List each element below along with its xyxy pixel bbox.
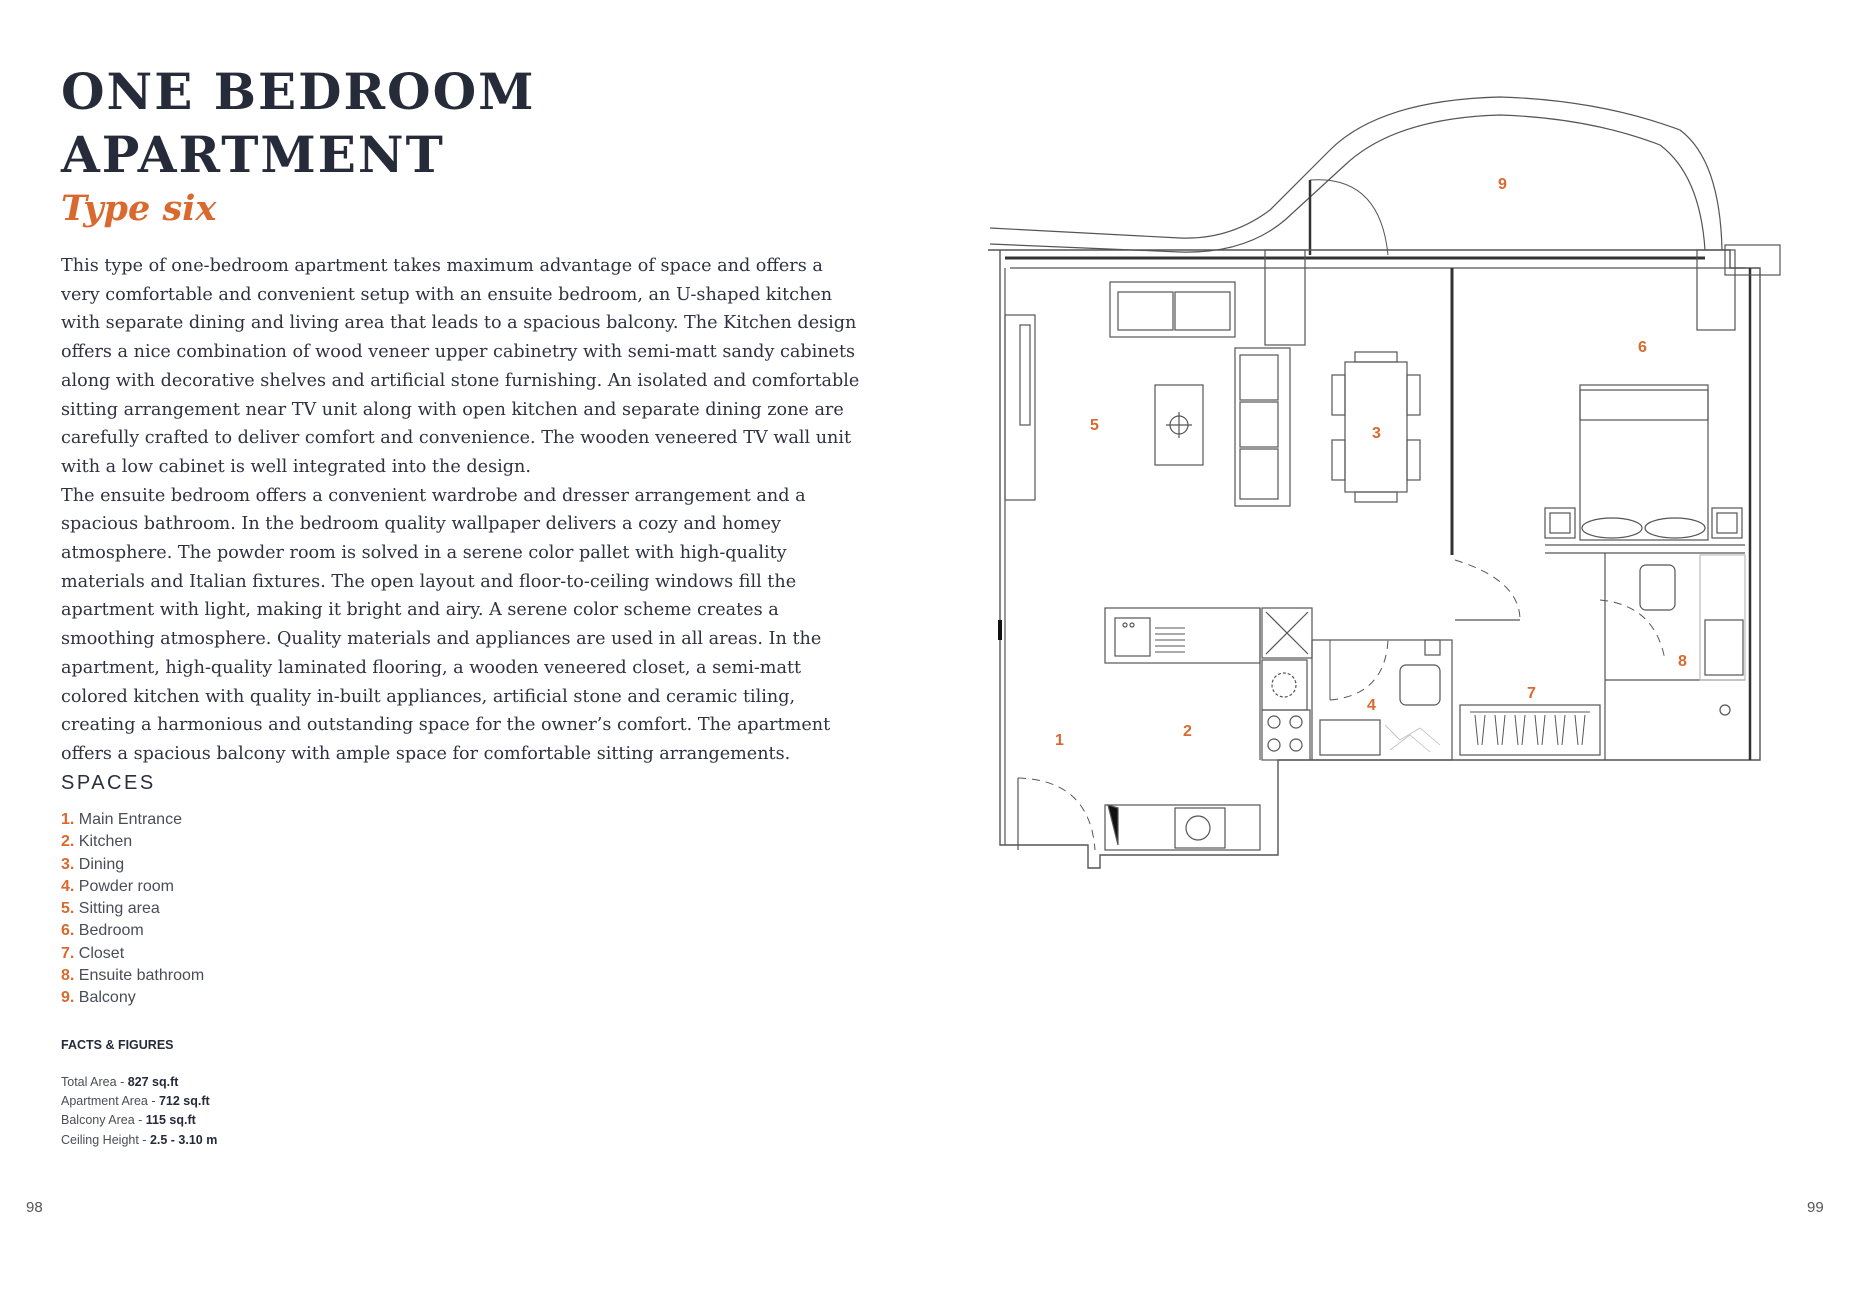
space-number: 4. bbox=[61, 877, 75, 895]
side-sofa-cushion-2 bbox=[1240, 402, 1278, 447]
room-label-4: 4 bbox=[1367, 697, 1376, 714]
description-paragraph-1: This type of one-bedroom apartment takes maximum advantage of space and offers a very comfortable and convenient setup with an ensuite bedroom, an U-shaped kitchen with separate dining and living area that leads to a spacious balcony. The Kitchen design offers a nice combination of wood veneer upper cabinetry with semi-matt sandy cabinets along with decorative shelves and artificial stone furnishing. An isolated and comfortable sitting arrangement near TV unit along with open kitchen and separate dining zone are carefully crafted to deliver comfort and convenience. The wooden veneered TV wall unit with a low cabinet is well integrated into the design. bbox=[61, 256, 860, 477]
list-item bbox=[61, 987, 204, 1009]
dining-chair bbox=[1407, 440, 1420, 480]
sofa-seat-right bbox=[1175, 292, 1230, 330]
space-label: Kitchen bbox=[78, 833, 133, 851]
space-label: Closet bbox=[78, 944, 125, 962]
nightstand-inner bbox=[1717, 513, 1737, 533]
title-line-1: ONE BEDROOM bbox=[61, 62, 536, 121]
space-number: 3. bbox=[61, 855, 75, 873]
space-label: Sitting area bbox=[78, 900, 160, 918]
fact-value: 827 sq.ft bbox=[127, 1075, 179, 1089]
pillow-right bbox=[1645, 518, 1705, 538]
shower bbox=[1700, 555, 1745, 680]
spaces-heading: SPACES bbox=[61, 772, 156, 794]
dining-chair bbox=[1332, 440, 1345, 480]
space-label: Bedroom bbox=[78, 922, 144, 940]
room-label-3: 3 bbox=[1372, 425, 1381, 442]
list-item bbox=[61, 876, 204, 898]
bath-toilet bbox=[1640, 565, 1675, 610]
fact-item bbox=[61, 1111, 217, 1130]
room-label-8: 8 bbox=[1678, 653, 1687, 670]
kitchen-lower-counter bbox=[1105, 805, 1260, 850]
list-item bbox=[61, 809, 204, 831]
fact-label: Balcony Area - bbox=[61, 1113, 146, 1128]
balcony-door-swing bbox=[1310, 180, 1388, 255]
bath-door-swing bbox=[1600, 600, 1665, 660]
sofa-seat-left bbox=[1118, 292, 1173, 330]
dining-chair bbox=[1355, 352, 1397, 362]
powder-sink bbox=[1320, 720, 1380, 755]
dining-chair bbox=[1355, 492, 1397, 502]
list-item bbox=[61, 831, 204, 853]
space-label: Powder room bbox=[78, 877, 174, 895]
shower-head bbox=[1720, 705, 1730, 715]
oven-tower bbox=[1262, 660, 1307, 710]
side-sofa-cushion-3 bbox=[1240, 449, 1278, 499]
side-sofa bbox=[1235, 348, 1290, 506]
kitchen-sink bbox=[1115, 618, 1150, 656]
drain-board bbox=[1155, 628, 1185, 652]
powder-mirror bbox=[1425, 640, 1440, 655]
toilet bbox=[1400, 665, 1440, 705]
kitchen-counter bbox=[1105, 608, 1260, 663]
description bbox=[61, 252, 866, 769]
room-label-6: 6 bbox=[1638, 339, 1647, 356]
structural-column bbox=[1265, 250, 1305, 345]
fact-item bbox=[61, 1131, 217, 1150]
room-label-9: 9 bbox=[1498, 176, 1507, 193]
bed-frame bbox=[1580, 385, 1708, 540]
bed-headboard bbox=[1580, 390, 1708, 420]
list-item bbox=[61, 854, 204, 876]
facts-heading: FACTS & FIGURES bbox=[61, 1038, 174, 1052]
space-number: 5. bbox=[61, 900, 75, 918]
pillow-left bbox=[1582, 518, 1642, 538]
fact-value: 712 sq.ft bbox=[158, 1094, 210, 1109]
dining-chair bbox=[1407, 375, 1420, 415]
dining-chair bbox=[1332, 375, 1345, 415]
tv-screen bbox=[1020, 325, 1030, 425]
room-label-2: 2 bbox=[1183, 723, 1192, 740]
list-item bbox=[61, 898, 204, 920]
fact-value: 115 sq.ft bbox=[145, 1113, 196, 1128]
space-number: 2. bbox=[61, 833, 75, 851]
page-number-right: 99 bbox=[1807, 1199, 1824, 1216]
fact-label: Apartment Area - bbox=[61, 1094, 159, 1109]
fact-label: Total Area - bbox=[61, 1075, 128, 1089]
closet-hangers bbox=[1470, 712, 1590, 745]
space-number: 7. bbox=[61, 944, 75, 962]
bath-sink bbox=[1705, 620, 1743, 675]
space-label: Ensuite bathroom bbox=[78, 967, 205, 985]
entrance-door-swing bbox=[1018, 778, 1095, 850]
list-item bbox=[61, 920, 204, 942]
fact-item bbox=[61, 1092, 217, 1111]
facts-list bbox=[61, 1073, 217, 1150]
title-line-2: APARTMENT bbox=[61, 125, 445, 184]
space-label: Dining bbox=[78, 855, 125, 873]
page-number-left: 98 bbox=[26, 1199, 43, 1216]
list-item bbox=[61, 943, 204, 965]
floor-plan bbox=[980, 80, 1830, 900]
fact-item bbox=[61, 1073, 217, 1092]
spaces-list bbox=[61, 809, 204, 1010]
nightstand-inner bbox=[1550, 513, 1570, 533]
list-item bbox=[61, 965, 204, 987]
description-paragraph-2: The ensuite bedroom offers a convenient wardrobe and dresser arrangement and a spacious bathroom. In the bedroom quality wallpaper delivers a cozy and homey atmosphere. The powder room is solved in a serene color pallet with high-quality materials and Italian fixtures. The open layout and floor-to-ceiling windows fill the apartment with light, making it bright and airy. A serene color scheme creates a smoothing atmosphere. Quality materials and appliances are used in all areas. In the apartment, high-quality laminated flooring, a wooden veneered closet, a semi-matt colored kitchen with quality in-built appliances, artificial stone and ceramic tiling, creating a harmonious and outstanding space for the owner’s comfort. The apartment offers a spacious balcony with ample space for comfortable sitting arrangements. bbox=[61, 485, 831, 764]
space-number: 8. bbox=[61, 967, 75, 985]
washing-machine bbox=[1175, 808, 1225, 848]
space-number: 1. bbox=[61, 811, 75, 828]
page-subtitle: Type six bbox=[61, 188, 217, 229]
entrance-marker bbox=[1108, 805, 1118, 845]
balcony-outline bbox=[990, 97, 1722, 250]
room-label-5: 5 bbox=[1090, 417, 1099, 434]
marble-tile bbox=[1385, 725, 1440, 752]
fact-label: Ceiling Height - bbox=[61, 1132, 150, 1147]
room-label-7: 7 bbox=[1527, 685, 1536, 702]
space-number: 6. bbox=[61, 922, 75, 940]
space-number: 9. bbox=[61, 989, 75, 1007]
page-title bbox=[61, 60, 536, 186]
powder-door-swing bbox=[1330, 640, 1388, 700]
room-label-1: 1 bbox=[1055, 732, 1064, 749]
space-label: Balcony bbox=[78, 989, 136, 1007]
oven-dial bbox=[1272, 673, 1296, 697]
bedroom-door-swing bbox=[1455, 560, 1520, 620]
side-sofa-cushion-1 bbox=[1240, 355, 1278, 400]
space-label: Main Entrance bbox=[78, 811, 182, 828]
fact-value: 2.5 - 3.10 m bbox=[149, 1132, 218, 1147]
